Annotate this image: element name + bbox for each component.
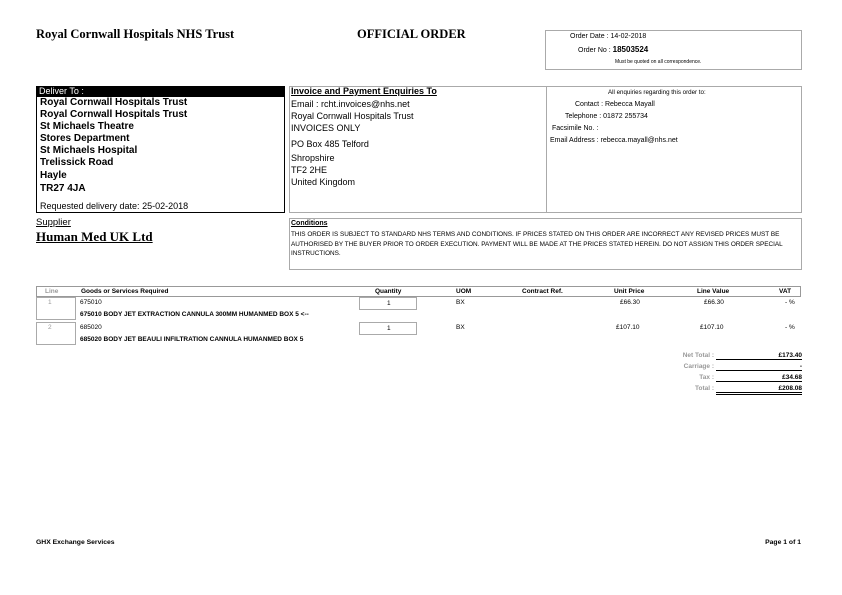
table-row — [36, 322, 801, 345]
contact-label: Contact : — [575, 101, 604, 108]
item-code: 685020 — [80, 324, 102, 331]
line-value: £66.30 — [704, 299, 724, 306]
invoice-title: Invoice and Payment Enquiries To — [291, 86, 437, 96]
deliver-line: Stores Department — [40, 133, 130, 144]
enquiries-box — [546, 86, 802, 213]
deliver-to-header — [37, 87, 284, 97]
line-value: £107.10 — [700, 324, 724, 331]
column-header-line: Line — [45, 288, 59, 295]
page-number: Page 1 of 1 — [765, 539, 801, 546]
deliver-line: St Michaels Hospital — [40, 145, 138, 156]
supplier-title: Supplier — [36, 217, 71, 228]
email: rebecca.mayall@nhs.net — [600, 137, 678, 144]
column-header-goods: Goods or Services Required — [81, 288, 169, 295]
deliver-line: TR27 4JA — [40, 183, 86, 194]
order-date-label: Order Date : — [570, 33, 609, 40]
telephone-label: Telephone : — [565, 113, 602, 120]
telephone: 01872 255734 — [603, 113, 648, 120]
line-number: 2 — [48, 324, 52, 331]
quote-note: Must be quoted on all correspondence. — [615, 59, 702, 65]
invoice-line: Royal Cornwall Hospitals Trust — [291, 111, 414, 121]
contact-row — [575, 101, 655, 108]
uom: BX — [456, 299, 465, 306]
quantity-cell — [359, 297, 417, 310]
contact-name: Rebecca Mayall — [604, 101, 655, 108]
net-total: £173.40 — [716, 352, 802, 360]
deliver-to-title: Deliver To : — [39, 86, 84, 96]
quantity: 1 — [387, 325, 391, 332]
invoice-line: PO Box 485 Telford — [291, 139, 369, 149]
deliver-address — [40, 97, 187, 195]
fax-row — [552, 125, 598, 132]
unit-price: £107.10 — [616, 324, 640, 331]
invoice-address — [291, 98, 414, 188]
vat: - % — [785, 299, 795, 306]
document-title: OFFICIAL ORDER — [357, 27, 466, 41]
deliver-line: Hayle — [40, 170, 67, 181]
enquiries-title: All enquiries regarding this order to: — [608, 89, 706, 96]
tax: £34.68 — [716, 374, 802, 382]
footer-service: GHX Exchange Services — [36, 539, 115, 546]
line-number-cell — [36, 297, 76, 320]
conditions-text: THIS ORDER IS SUBJECT TO STANDARD NHS TERMS AND CONDITIONS. IF PRICES STATED ON THIS ORDER ARE INCORRECT ANY REVISED PRICES MUST BE AUTHORISED BY THE BUYER PRIOR TO ORDER EXECUTION. PAYMENT WILL BE MADE AT THE PRICES STATED HEREIN. DO NOT ASSIGN THIS ORDER SPECIAL INSTRUCTIONS. — [291, 231, 783, 257]
order-info-box — [545, 30, 802, 70]
table-header — [36, 286, 801, 297]
deliver-to-box — [36, 86, 285, 213]
net-total-label: Net Total : — [682, 352, 714, 359]
email-row — [550, 137, 678, 144]
requested-delivery-date: Requested delivery date: 25-02-2018 — [40, 201, 189, 211]
quantity: 1 — [387, 300, 391, 307]
order-number-row — [578, 45, 648, 54]
invoice-line: INVOICES ONLY — [291, 123, 361, 133]
organisation-name: Royal Cornwall Hospitals NHS Trust — [36, 27, 235, 41]
invoice-line: Shropshire — [291, 153, 335, 163]
email-label: Email Address : — [550, 137, 599, 144]
column-header-contract: Contract Ref. — [522, 288, 563, 295]
column-header-line-value: Line Value — [697, 288, 730, 295]
conditions-title: Conditions — [291, 220, 328, 227]
item-description: 675010 BODY JET EXTRACTION CANNULA 300MM HUMANMED BOX 5 <-- — [80, 311, 309, 318]
column-header-vat: VAT — [779, 288, 792, 295]
deliver-line: St Michaels Theatre — [40, 121, 134, 132]
grand-total: £208.08 — [716, 385, 802, 395]
column-header-uom: UOM — [456, 288, 472, 295]
column-header-unit-price: Unit Price — [614, 288, 645, 295]
invoice-line: TF2 2HE — [291, 165, 328, 175]
supplier-name: Human Med UK Ltd — [36, 229, 153, 244]
invoice-box — [289, 86, 546, 213]
order-number-label: Order No : — [578, 47, 611, 54]
telephone-row — [565, 113, 648, 120]
line-number: 1 — [48, 299, 52, 306]
order-date: 14-02-2018 — [610, 33, 647, 40]
conditions-box — [289, 218, 802, 270]
table-row — [36, 297, 801, 320]
tax-label: Tax : — [699, 374, 714, 381]
invoice-line: Email : rcht.invoices@nhs.net — [291, 99, 410, 109]
quantity-cell — [359, 322, 417, 335]
uom: BX — [456, 324, 465, 331]
vat: - % — [785, 324, 795, 331]
order-date-row — [570, 33, 646, 40]
unit-price: £66.30 — [620, 299, 640, 306]
order-number: 18503524 — [612, 45, 649, 54]
invoice-line: United Kingdom — [291, 177, 356, 187]
deliver-line: Trelissick Road — [40, 157, 114, 168]
carriage: - — [716, 363, 802, 371]
deliver-line: Royal Cornwall Hospitals Trust — [40, 97, 188, 108]
item-code: 675010 — [80, 299, 102, 306]
fax-label: Facsimile No. : — [552, 125, 599, 132]
line-number-cell — [36, 322, 76, 345]
carriage-label: Carriage : — [683, 363, 714, 370]
item-description: 685020 BODY JET BEAULI INFILTRATION CANNULA HUMANMED BOX 5 — [80, 336, 304, 343]
column-header-quantity: Quantity — [375, 288, 402, 295]
deliver-line: Royal Cornwall Hospitals Trust — [40, 109, 188, 120]
total-label: Total : — [694, 385, 714, 392]
